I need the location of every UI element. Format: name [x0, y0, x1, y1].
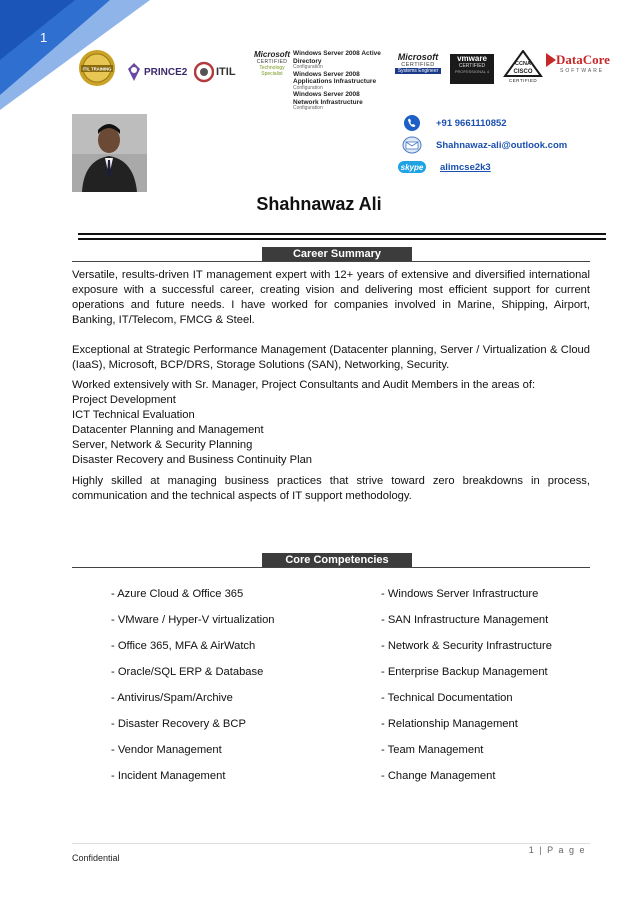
- datacore-software-text: SOFTWARE: [560, 68, 605, 74]
- email-row: [398, 134, 618, 156]
- phone-icon: [398, 115, 426, 131]
- footer-confidential: Confidential: [72, 853, 120, 863]
- mcse-microsoft-text: Microsoft: [397, 52, 439, 62]
- competency-right-4: - Enterprise Backup Management: [381, 666, 548, 678]
- mcts-line: Configuration: [293, 64, 323, 70]
- competency-left-2: - VMware / Hyper-V virtualization: [111, 614, 275, 626]
- microsoft-mcse-logo: [394, 52, 442, 90]
- ccna-logo: [502, 50, 544, 90]
- name-divider-bottom: [78, 238, 606, 240]
- header-page-number: 1: [40, 30, 48, 45]
- microsoft-mcts-logo: [254, 50, 383, 111]
- competency-left-5: - Antivirus/Spam/Archive: [111, 692, 233, 704]
- skype-icon-text: skype: [400, 163, 424, 172]
- phone-row: [398, 112, 618, 134]
- mcts-line: Windows Server 2008 Active Directory: [293, 50, 381, 65]
- cisco-text: CISCO: [513, 69, 533, 75]
- vmware-certified-text: CERTIFIED: [458, 63, 486, 69]
- profile-photo: [72, 114, 147, 192]
- mcts-line: Configuration: [293, 105, 323, 111]
- prince2-logo: [126, 56, 187, 88]
- datacore-text: DataCore: [556, 52, 610, 67]
- competency-right-3: - Network & Security Infrastructure: [381, 640, 552, 652]
- list-item: Disaster Recovery and Business Continuity Plan: [72, 454, 313, 466]
- itil-training-text: ITIL TRAINING: [82, 66, 112, 72]
- summary-paragraph-3: Highly skilled at managing business practices that strive toward zero breakdowns in process, communication and the technical aspects of IT support methodology.: [72, 475, 590, 502]
- competency-left-8: - Incident Management: [111, 770, 226, 782]
- mcts-microsoft-text: Microsoft: [254, 50, 290, 59]
- vmware-text: vmware: [457, 54, 487, 63]
- cisco-certified-text: CERTIFIED: [508, 78, 538, 83]
- certification-logos: [76, 48, 616, 111]
- list-item: Project Development: [72, 394, 176, 406]
- email-address[interactable]: Shahnawaz-ali@outlook.com: [436, 139, 568, 151]
- competency-left-1: - Azure Cloud & Office 365: [111, 588, 244, 600]
- competency-left-4: - Oracle/SQL ERP & Database: [111, 666, 264, 678]
- ccna-text: CCNA: [515, 61, 531, 67]
- competency-right-5: - Technical Documentation: [381, 692, 513, 704]
- mcts-line: Windows Server 2008 Applications Infrastructure: [293, 70, 377, 85]
- competency-right-7: - Team Management: [381, 744, 484, 756]
- career-summary-line: [72, 261, 590, 262]
- summary-paragraph-1: Versatile, results-driven IT management expert with 12+ years of extensive and diversified international exposure with a successful career, creating vision and delivering most efficient support for current operations and future needs. I have worked for companies involved in Marine, Shipping, Airport, Banking, IT/Telecom, FMCG & Steel.: [72, 269, 590, 326]
- itil-training-seal: [78, 52, 116, 84]
- competency-left-7: - Vendor Management: [111, 744, 222, 756]
- competency-left-3: - Office 365, MFA & AirWatch: [111, 640, 256, 652]
- list-item: Datacenter Planning and Management: [72, 424, 264, 436]
- career-summary-heading: Career Summary: [262, 247, 412, 261]
- competency-right-1: - Windows Server Infrastructure: [381, 588, 539, 600]
- skype-id[interactable]: alimcse2k3: [440, 161, 491, 173]
- systems-engineer-text: Systems Engineer: [395, 68, 442, 74]
- mcse-certified-text: CERTIFIED: [401, 62, 435, 68]
- competency-right-8: - Change Management: [381, 770, 496, 782]
- core-competencies-heading: Core Competencies: [262, 553, 412, 567]
- phone-number[interactable]: +91 9661110852: [436, 117, 507, 129]
- prince2-text: PRINCE2: [144, 66, 188, 78]
- email-icon: [398, 137, 426, 153]
- datacore-logo: [546, 52, 616, 88]
- vmware-logo: [450, 54, 494, 84]
- mcts-line: Windows Server 2008 Network Infrastructure: [293, 91, 363, 106]
- footer-page-number: 1 | P a g e: [528, 845, 586, 855]
- competency-right-2: - SAN Infrastructure Management: [381, 614, 549, 626]
- skype-row: [398, 156, 618, 178]
- contact-block: [398, 112, 618, 178]
- itil-logo: [194, 56, 236, 88]
- competency-right-6: - Relationship Management: [381, 718, 518, 730]
- candidate-name: Shahnawaz Ali: [256, 194, 382, 214]
- mcts-line: Configuration: [293, 84, 323, 91]
- areas-list: [72, 378, 590, 468]
- list-item: Server, Network & Security Planning: [72, 439, 253, 451]
- core-competencies-line: [72, 567, 590, 568]
- name-divider-top: [78, 233, 606, 235]
- skype-icon: [398, 159, 426, 175]
- itil-text: ITIL: [216, 66, 236, 78]
- technology-specialist-text: Technology Specialist: [259, 65, 285, 77]
- list-item: ICT Technical Evaluation: [72, 409, 195, 421]
- summary-paragraph-2: Exceptional at Strategic Performance Management (Datacenter planning, Server / Virtualization & Cloud (IaaS), Microsoft, BCP/DRS, Storage Solutions (SAN), Networking, Security.: [72, 344, 590, 371]
- mcts-certified-text: CERTIFIED: [256, 59, 288, 65]
- competency-left-6: - Disaster Recovery & BCP: [111, 718, 246, 730]
- areas-intro: Worked extensively with Sr. Manager, Project Consultants and Audit Members in the areas of:: [72, 379, 536, 391]
- footer-divider: [72, 843, 590, 844]
- vmware-professional-text: PROFESSIONAL 4: [454, 69, 490, 74]
